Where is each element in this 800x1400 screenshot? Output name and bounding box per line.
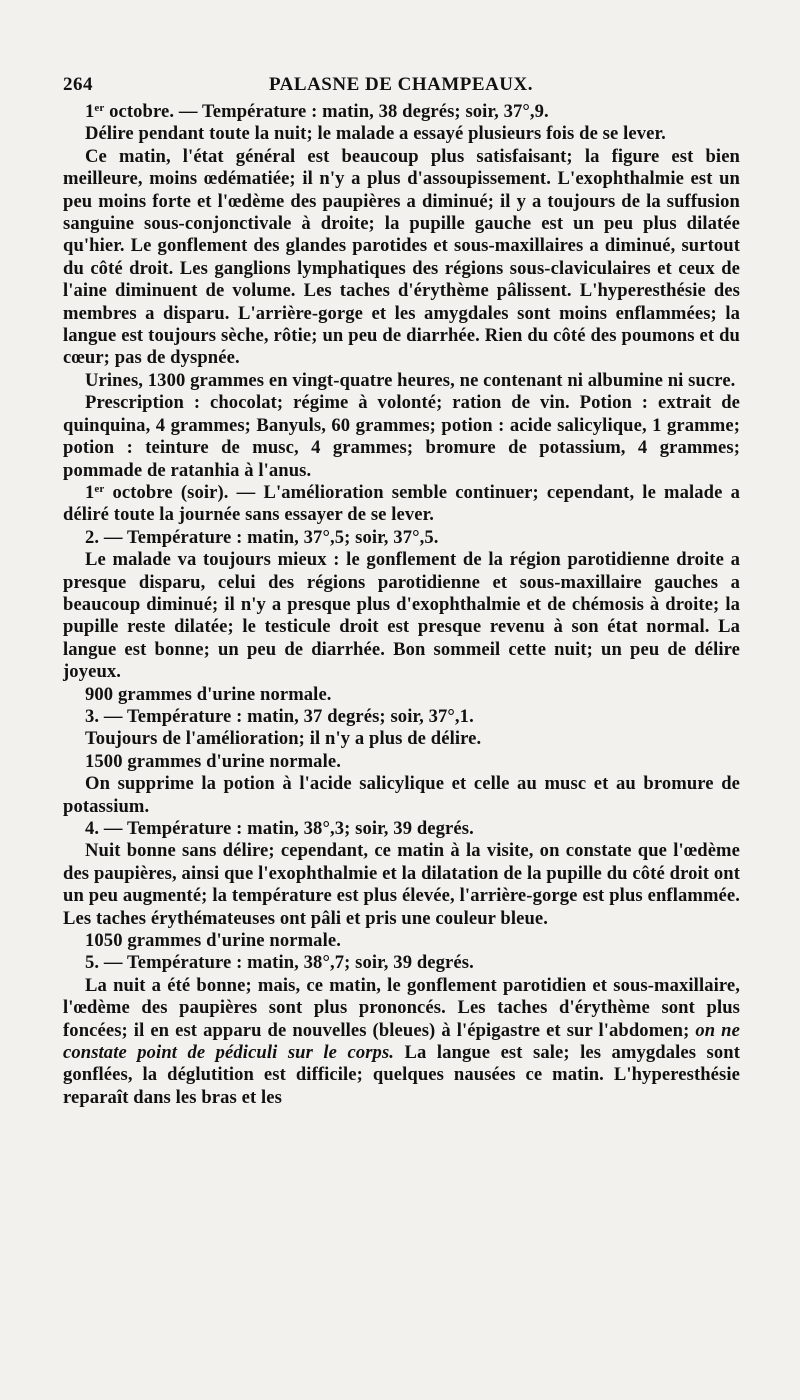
- paragraph-text: Délire pendant toute la nuit; le malade a essayé plusieurs fois de se lever.: [85, 123, 666, 145]
- paragraph: [63, 549, 740, 683]
- body-text: [63, 101, 740, 1109]
- paragraph-text: 5. — Température : matin, 38°,7; soir, 39 degrés.: [85, 952, 474, 974]
- paragraph: [63, 146, 740, 370]
- italic-text: on ne constate point de pédiculi sur le corps.: [63, 1019, 740, 1064]
- paragraph: [63, 975, 740, 1109]
- paragraph: [63, 123, 740, 145]
- paragraph-text: octobre. — Température : matin, 38 degrés; soir, 37°,9.: [104, 101, 549, 122]
- paragraph: [63, 952, 740, 974]
- paragraph: [63, 482, 740, 527]
- superscript-text: er: [94, 102, 105, 114]
- paragraph: [63, 527, 740, 549]
- page-header: [63, 74, 739, 96]
- paragraph: [63, 706, 740, 728]
- paragraph-text: Prescription : chocolat; régime à volonté; ration de vin. Potion : extrait de quinquina, 4 grammes; Banyuls, 60 grammes; potion : acide salicylique, 1 gramme; potion : teinture de musc, 4 grammes; bromure de potassium, 4 grammes; pommade de ratanhia à l'anus.: [63, 392, 740, 481]
- paragraph-text: On supprime la potion à l'acide salicylique et celle au musc et au bromure de potassium.: [63, 773, 740, 817]
- paragraph-text: 1500 grammes d'urine normale.: [85, 750, 341, 772]
- paragraph-text: Ce matin, l'état général est beaucoup plus satisfaisant; la figure est bien meilleure, moins œdématiée; il n'y a plus d'assoupissement. L'exophthalmie est un peu moins forte et l'œdème des paupières a diminué; il y a toujours de la suffusion sanguine sous-conjonctivale à droite; la pupille gauche est un peu plus dilatée qu'hier. Le gonflement des glandes parotides et sous-maxillaires a diminué, surtout du côté droit. Les ganglions lymphatiques des régions sous-claviculaires et ceux de l'aine diminuent de volume. Les taches d'érythème pâlissent. L'hyperesthésie des membres a disparu. L'arrière-gorge et les amygdales sont moins enflammées; la langue est toujours sèche, rôtie; un peu de diarrhée. Rien du côté des poumons et du cœur; pas de dyspnée.: [63, 145, 740, 369]
- paragraph: [63, 728, 740, 750]
- paragraph-text: Urines, 1300 grammes en vingt-quatre heures, ne contenant ni albumine ni sucre.: [85, 369, 736, 391]
- paragraph-text: octobre (soir). — L'amélioration semble continuer; cependant, le malade a déliré toute la journée sans essayer de se lever.: [63, 481, 740, 526]
- paragraph-text: La langue est sale; les amygdales sont gonflées, la déglutition est difficile; quelques nausées ce matin. L'hyperesthésie reparaît dans les bras et les: [63, 1042, 740, 1108]
- paragraph-text: 1: [85, 101, 95, 122]
- paragraph: [63, 840, 740, 930]
- paragraph-text: 1050 grammes d'urine normale.: [85, 930, 341, 952]
- paragraph-text: 900 grammes d'urine normale.: [85, 683, 332, 705]
- paragraph-text: 2. — Température : matin, 37°,5; soir, 37°,5.: [85, 526, 439, 548]
- paragraph-text: Le malade va toujours mieux : le gonflement de la région parotidienne droite a presque disparu, celui des régions parotidienne et sous-maxillaire gauches a beaucoup diminué; il n'y a presque plus d'exophthalmie et de chémosis à droite; la pupille reste dilatée; le testicule droit est presque revenu à son état normal. La langue est bonne; un peu de diarrhée. Bon sommeil cette nuit; un peu de délire joyeux.: [63, 549, 740, 683]
- paragraph: [63, 751, 740, 773]
- paragraph-text: 4. — Température : matin, 38°,3; soir, 39 degrés.: [85, 818, 474, 839]
- paragraph: [63, 684, 740, 706]
- paragraph: [63, 101, 740, 123]
- page-number: 264: [63, 74, 93, 95]
- paragraph-text: Toujours de l'amélioration; il n'y a plus de délire.: [85, 728, 482, 750]
- paragraph-text: 3. — Température : matin, 37 degrés; soir, 37°,1.: [85, 705, 474, 727]
- paragraph-text: Nuit bonne sans délire; cependant, ce matin à la visite, on constate que l'œdème des paupières, ainsi que l'exophthalmie et la dilatation de la pupille du côté droit ont un peu augmenté; la température est plus élevée, l'arrière-gorge est plus enflammée. Les taches érythémateuses ont pâli et pris une couleur bleue.: [63, 840, 740, 929]
- paragraph: [63, 370, 740, 392]
- running-title: PALASNE DE CHAMPEAUX.: [268, 74, 533, 95]
- paragraph: [63, 818, 740, 840]
- paragraph: [63, 930, 740, 952]
- paragraph: [63, 392, 740, 482]
- paragraph-text: La nuit a été bonne; mais, ce matin, le gonflement parotidien et sous-maxillaire, l'œdème des paupières sont plus prononcés. Les taches d'érythème sont plus foncées; il en est apparu de nouvelles (bleues) à l'épigastre et sur l'abdomen;: [63, 974, 740, 1041]
- paragraph-text: 1: [85, 481, 95, 503]
- superscript-text: er: [94, 482, 105, 495]
- paragraph: [63, 773, 740, 818]
